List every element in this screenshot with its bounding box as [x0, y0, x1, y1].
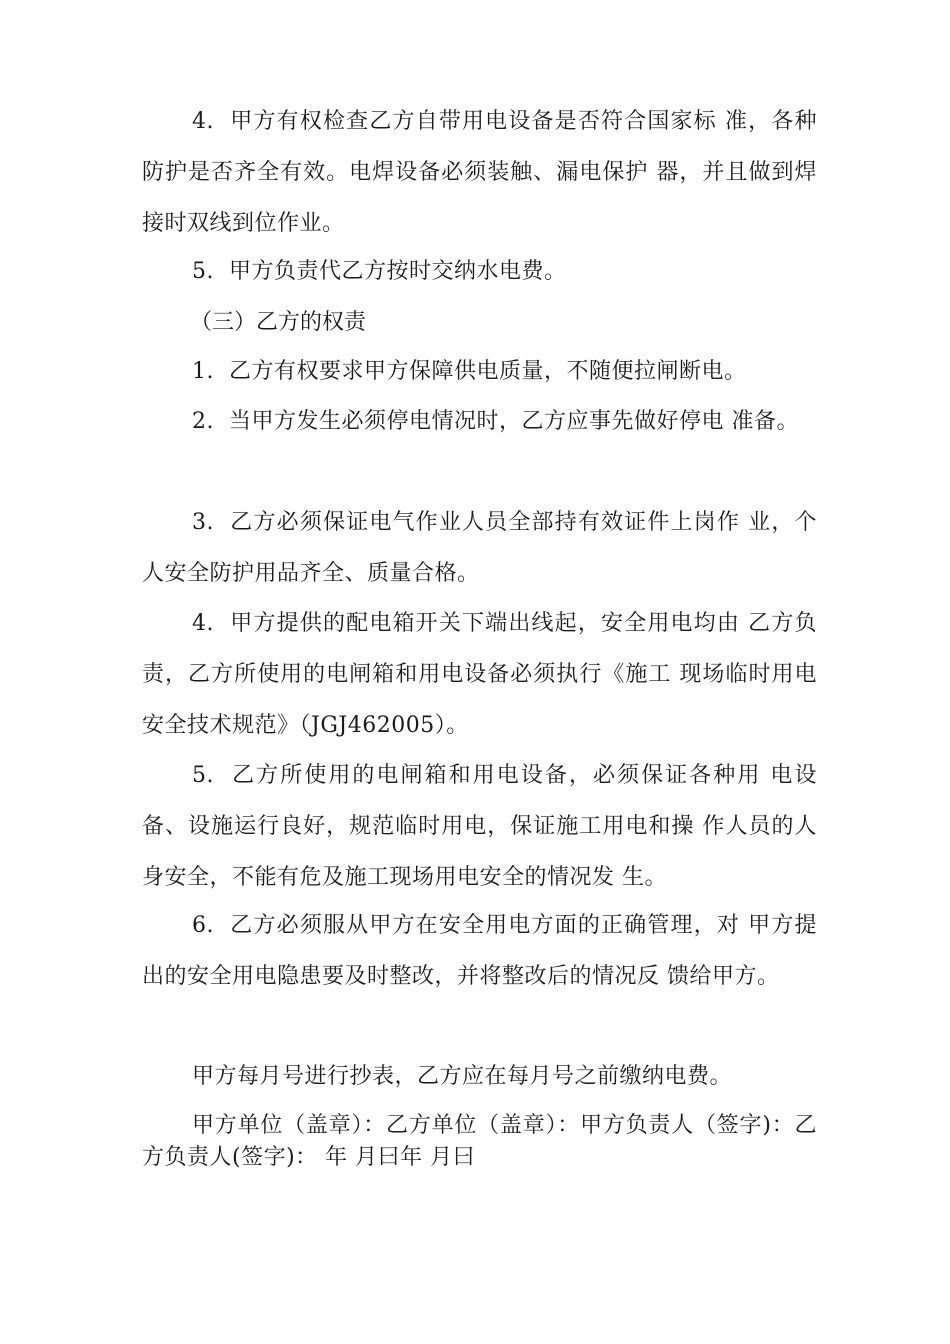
paragraph-b6-management: 6. 乙方必须服从甲方在安全用电方面的正确管理，对 甲方提出的安全用电隐患要及时整改，并将整改后的情况反 馈给甲方。: [142, 913, 817, 989]
paragraph-meter-reading: 甲方每月号进行抄表，乙方应在每月号之前缴纳电费。: [192, 1064, 733, 1089]
paragraph-b2-outage: 2. 当甲方发生必须停电情况时，乙方应事先做好停电 准备。: [192, 409, 799, 434]
paragraph-a4-inspection: 4. 甲方有权检查乙方自带用电设备是否符合国家标 准，各种防护是否齐全有效。电焊设备必须装触、漏电保护 器，并且做到焊接时双线到位作业。: [142, 109, 817, 236]
paragraph-a5-fees: 5. 甲方负责代乙方按时交纳水电费。: [192, 259, 567, 284]
paragraph-b3-certification: 3. 乙方必须保证电气作业人员全部持有效证件上岗作 业，个人安全防护用品齐全、质量合格。: [142, 510, 817, 586]
paragraph-b1-power-quality: 1. 乙方有权要求甲方保障供电质量，不随便拉闸断电。: [192, 359, 747, 384]
paragraph-b4-responsibility: 4. 甲方提供的配电箱开关下端出线起，安全用电均由 乙方负责，乙方所使用的电闸箱和用电设备必须执行《施工 现场临时用电安全技术规范》（JGJ462005）。: [142, 611, 817, 738]
signature-block: 甲方单位（盖章）：乙方单位（盖章）：甲方负责人（签字)：乙方负责人(签字)： 年 月曰年 月曰: [142, 1113, 817, 1170]
section-heading-party-b: （三）乙方的权责: [190, 310, 367, 335]
paragraph-b5-equipment: 5. 乙方所使用的电闸箱和用电设备，必须保证各种用 电设备、设施运行良好，规范临时用电，保证施工用电和操 作人员的人身安全，不能有危及施工现场用电安全的情况发 生。: [142, 763, 817, 890]
